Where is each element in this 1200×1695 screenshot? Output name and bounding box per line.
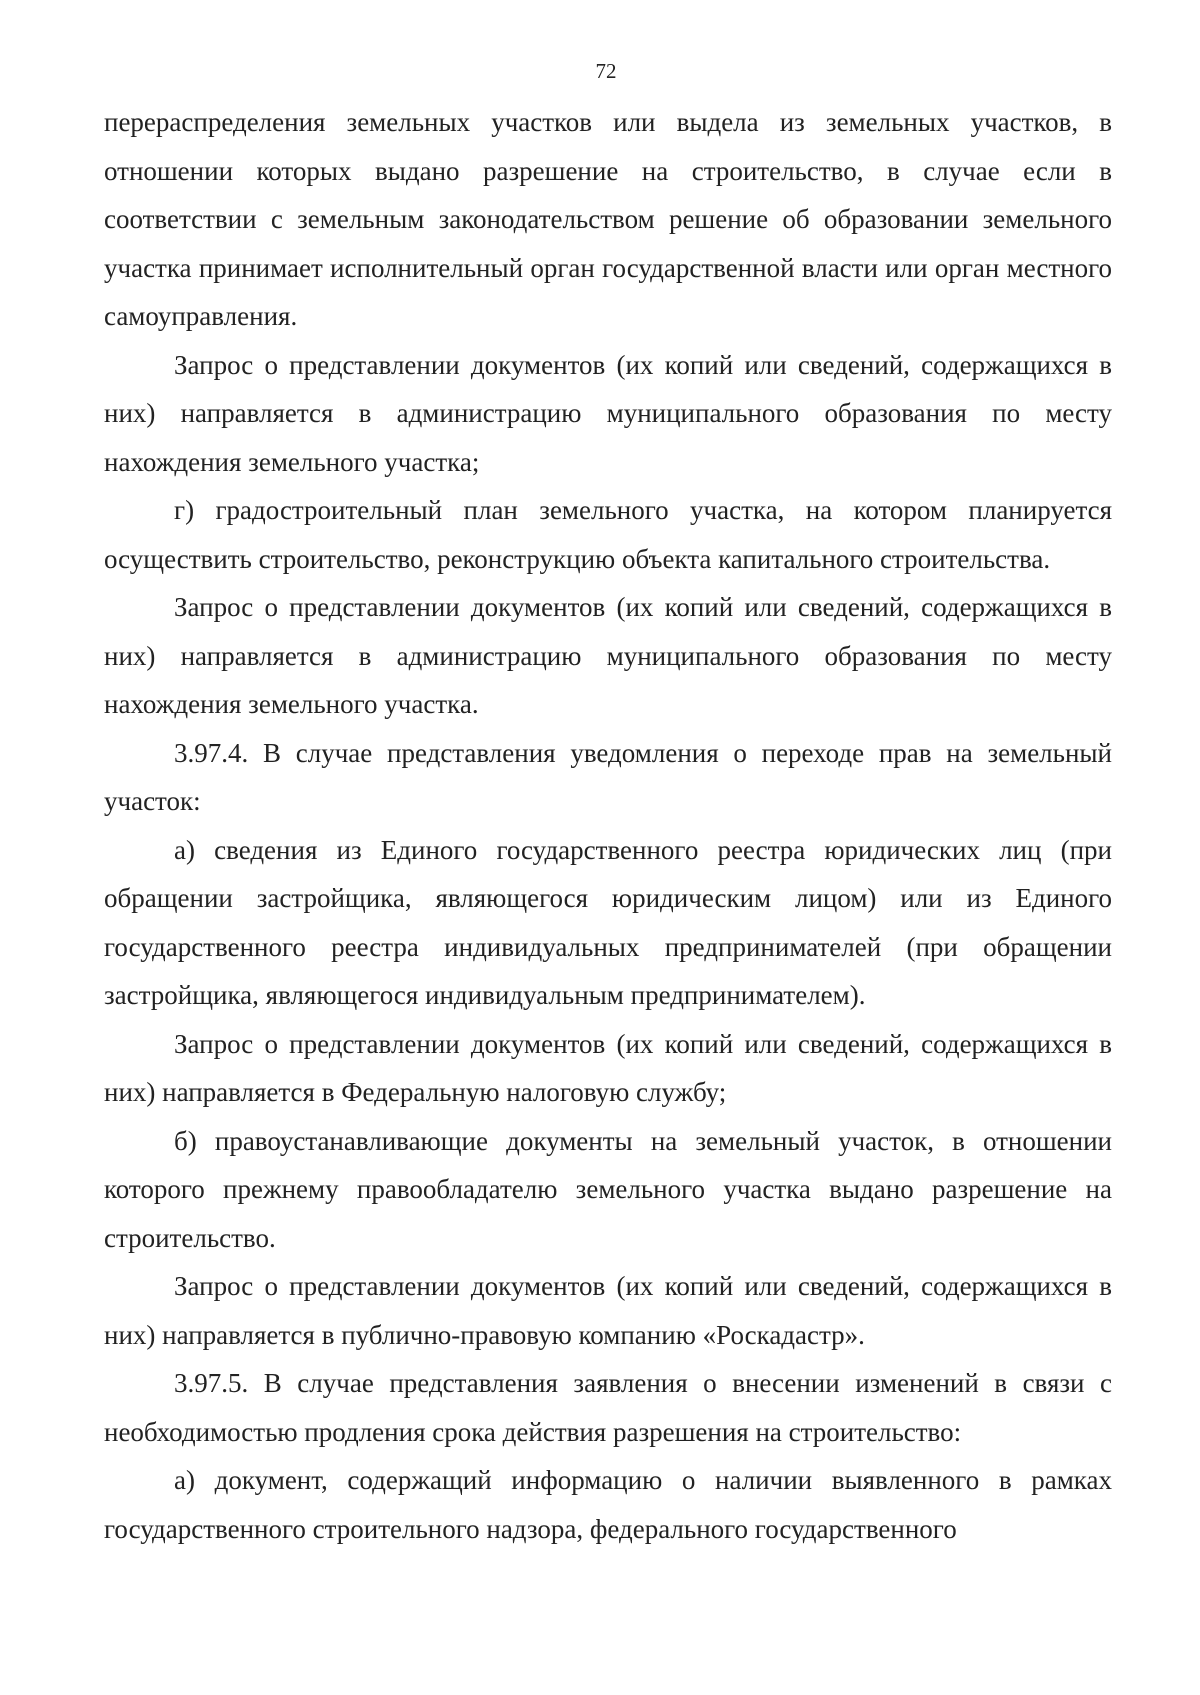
paragraph-item-b: б) правоустанавливающие документы на земельный участок, в отношении которого прежнему правообладателю земельного участка выдано разрешение на строительство. — [104, 1125, 1112, 1253]
paragraph-item-g: г) градостроительный план земельного участка, на котором планируется осуществить строительство, реконструкцию объекта капитального строительства. — [104, 495, 1112, 574]
page-number: 72 — [595, 59, 617, 83]
paragraph-request-note: Запрос о представлении документов (их копий или сведений, содержащихся в них) направляется в администрацию муниципального образования по месту нахождения земельного участка. — [104, 592, 1112, 719]
paragraph-request-note: Запрос о представлении документов (их копий или сведений, содержащихся в них) направляется в администрацию муниципального образования по месту нахождения земельного участка; — [104, 349, 1112, 477]
paragraph-section-3-97-4: 3.97.4. В случае представления уведомления о переходе прав на земельный участок: — [104, 737, 1112, 816]
paragraph-item-a: а) сведения из Единого государственного реестра юридических лиц (при обращении застройщика, являющегося юридическим лицом) или из Единого государственного реестра индивидуальных предпринимателей (при обращении застройщика, являющегося индивидуальным предпринимателем). — [104, 834, 1112, 1010]
document-body — [104, 98, 1112, 1553]
paragraph-request-note: Запрос о представлении документов (их копий или сведений, содержащихся в них) направляется в публично-правовую компанию «Роскадастр». — [104, 1271, 1112, 1350]
paragraph-continuation: перераспределения земельных участков или выдела из земельных участков, в отношении которых выдано разрешение на строительство, в случае если в соответствии с земельным законодательством решение об образовании земельного участка принимает исполнительный орган государственной власти или орган местного самоуправления. — [104, 107, 1112, 331]
paragraph-request-note: Запрос о представлении документов (их копий или сведений, содержащихся в них) направляется в Федеральную налоговую службу; — [104, 1028, 1112, 1107]
paragraph-section-3-97-5: 3.97.5. В случае представления заявления о внесении изменений в связи с необходимостью продления срока действия разрешения на строительство: — [104, 1368, 1112, 1447]
paragraph-item-a: а) документ, содержащий информацию о наличии выявленного в рамках государственного строительного надзора, федерального государственного — [104, 1465, 1112, 1544]
